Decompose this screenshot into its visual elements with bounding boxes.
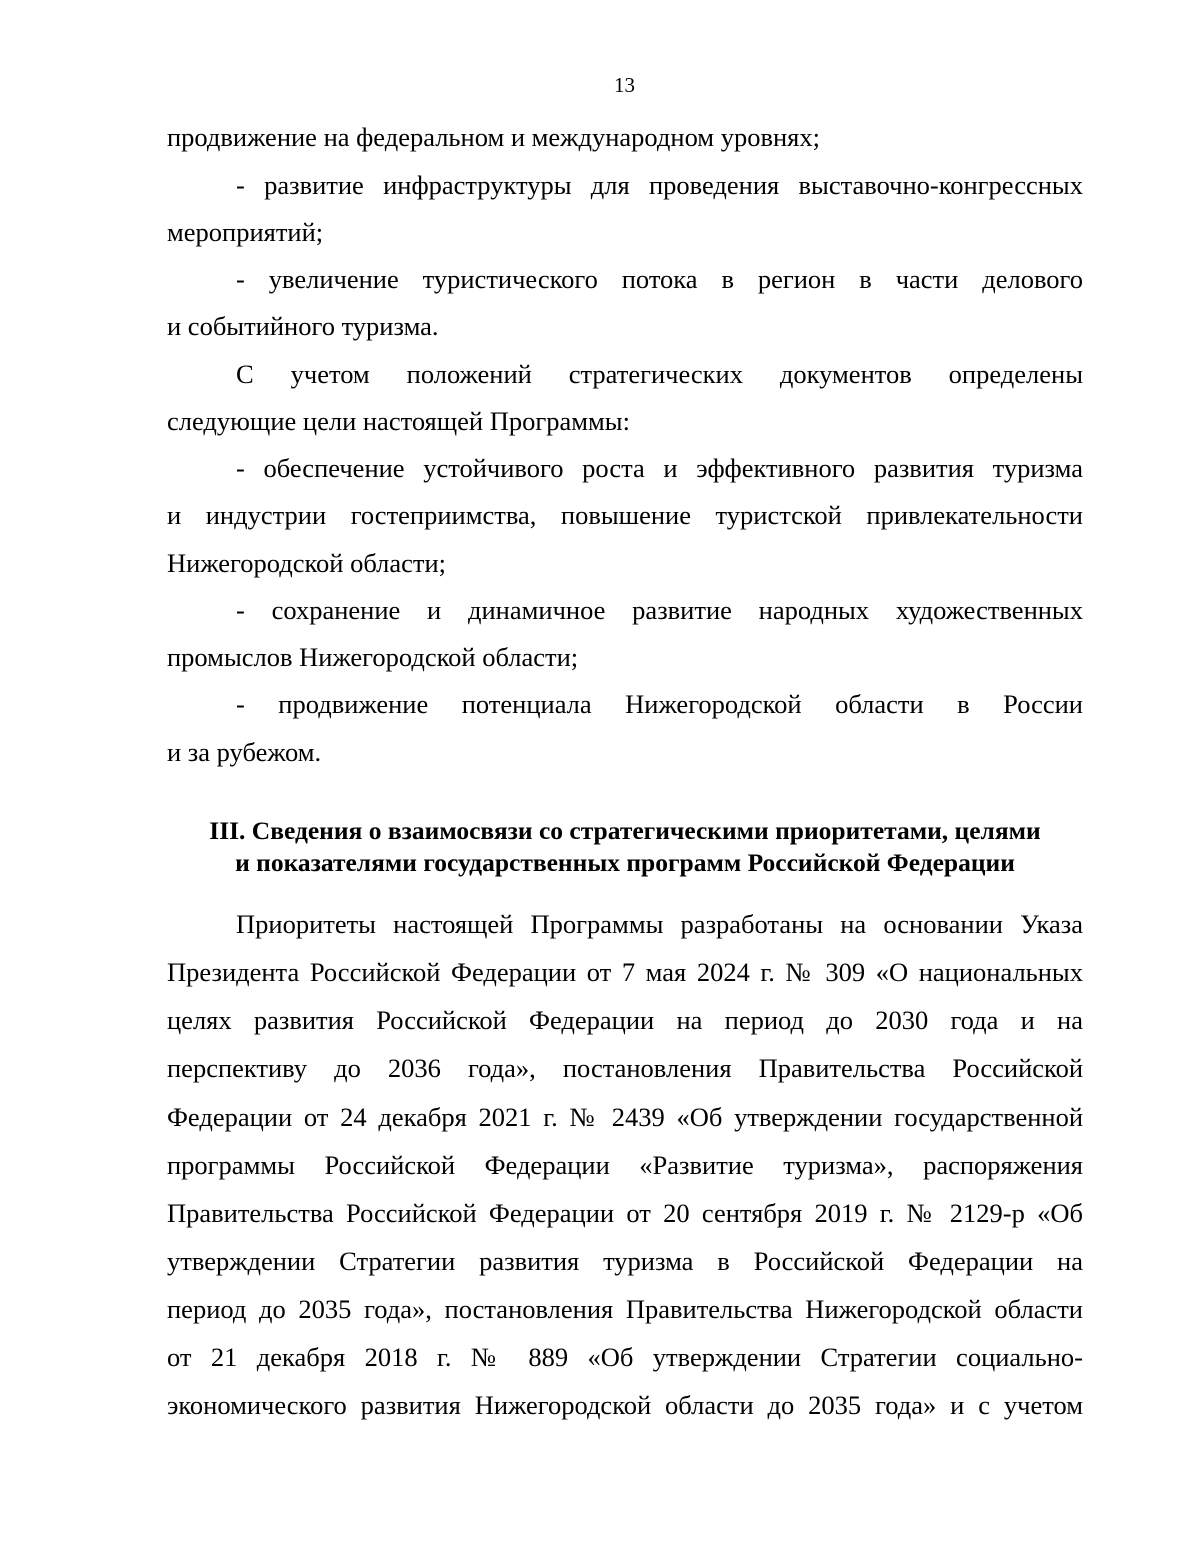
text-line: Федерации от 24 декабря 2021 г. № 2439 «Об утверждении государственной [167,1102,1083,1132]
text-line: целях развития Российской Федерации на период до 2030 года и на [167,1005,1083,1035]
text-line: - развитие инфраструктуры для проведения выставочно-конгрессных [236,170,1083,200]
text-line: - сохранение и динамичное развитие народных художественных [236,595,1083,625]
text-line: Приоритеты настоящей Программы разработаны на основании Указа [236,909,1083,939]
text-line: и индустрии гостеприимства, повышение туристской привлекательности [167,500,1083,530]
text-line: мероприятий; [167,217,324,247]
text-line: и за рубежом. [167,737,322,767]
text-line: продвижение на федеральном и международном уровнях; [167,122,820,152]
text-line: промыслов Нижегородской области; [167,642,579,672]
text-line: и событийного туризма. [167,311,439,341]
text-line: перспективу до 2036 года», постановления Правительства Российской [167,1053,1083,1083]
text-line: Нижегородской области; [167,548,447,578]
text-line: следующие цели настоящей Программы: [167,406,630,436]
section-heading-line-2: и показателями государственных программ Российской Федерации [235,848,1015,877]
text-line: экономического развития Нижегородской области до 2035 года» и с учетом [167,1390,1083,1420]
section-heading-line-1: III. Сведения о взаимосвязи со стратегическими приоритетами, целями [209,816,1041,845]
text-line: - увеличение туристического потока в регион в части делового [236,264,1083,294]
text-line: утверждении Стратегии развития туризма в Российской Федерации на [167,1246,1083,1276]
text-line: период до 2035 года», постановления Правительства Нижегородской области [167,1294,1083,1324]
text-line: программы Российской Федерации «Развитие туризма», распоряжения [167,1150,1083,1180]
text-line: С учетом положений стратегических документов определены [236,359,1083,389]
text-line: Президента Российской Федерации от 7 мая 2024 г. № 309 «О национальных [167,957,1083,987]
page-number: 13 [614,73,635,97]
text-line: - продвижение потенциала Нижегородской области в России [236,689,1083,719]
text-line: Правительства Российской Федерации от 20 сентября 2019 г. № 2129-р «Об [167,1198,1083,1228]
text-line: от 21 декабря 2018 г. № 889 «Об утверждении Стратегии социально- [167,1342,1083,1372]
text-line: - обеспечение устойчивого роста и эффективного развития туризма [236,453,1083,483]
